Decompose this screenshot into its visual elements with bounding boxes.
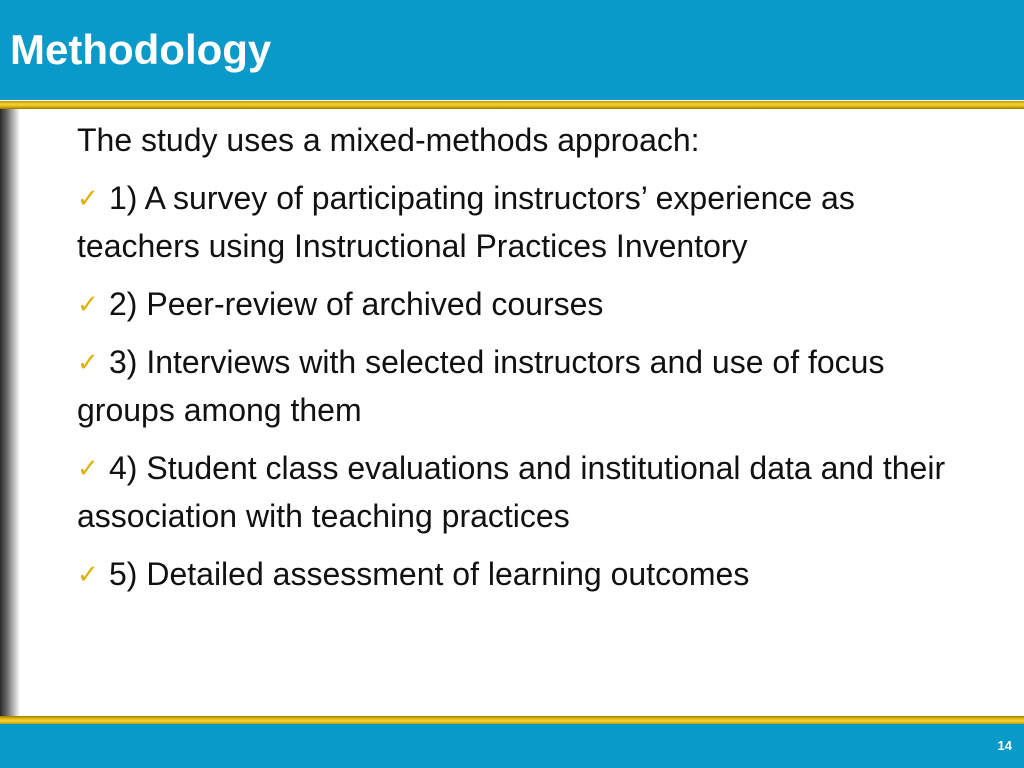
top-gold-divider	[0, 101, 1024, 109]
page-number: 14	[997, 738, 1012, 753]
checkmark-icon: ✓	[77, 183, 99, 213]
checkmark-icon: ✓	[77, 453, 99, 483]
intro-text: The study uses a mixed-methods approach:	[77, 122, 700, 158]
checkmark-icon: ✓	[77, 347, 99, 377]
footer-bar	[0, 724, 1024, 768]
list-item-text: 2) Peer-review of archived courses	[109, 286, 604, 322]
checkmark-icon: ✓	[77, 559, 99, 589]
list-item-text: 1) A survey of participating instructors’ experience as teachers using Instructional Practices Inventory	[77, 180, 855, 264]
left-gradient-bar	[0, 109, 20, 717]
slide-body	[77, 116, 977, 598]
list-item	[77, 338, 977, 434]
checkmark-icon: ✓	[77, 289, 99, 319]
bottom-gold-divider	[0, 716, 1024, 724]
list-item-text: 4) Student class evaluations and institutional data and their association with teaching practices	[77, 450, 946, 534]
list-item	[77, 174, 977, 270]
list-item-text: 3) Interviews with selected instructors and use of focus groups among them	[77, 344, 885, 428]
list-item	[77, 444, 977, 540]
list-item	[77, 280, 977, 328]
slide-title: Methodology	[10, 26, 272, 73]
list-item-text: 5) Detailed assessment of learning outcomes	[109, 556, 750, 592]
list-item	[77, 550, 977, 598]
header-bar	[0, 0, 1024, 100]
